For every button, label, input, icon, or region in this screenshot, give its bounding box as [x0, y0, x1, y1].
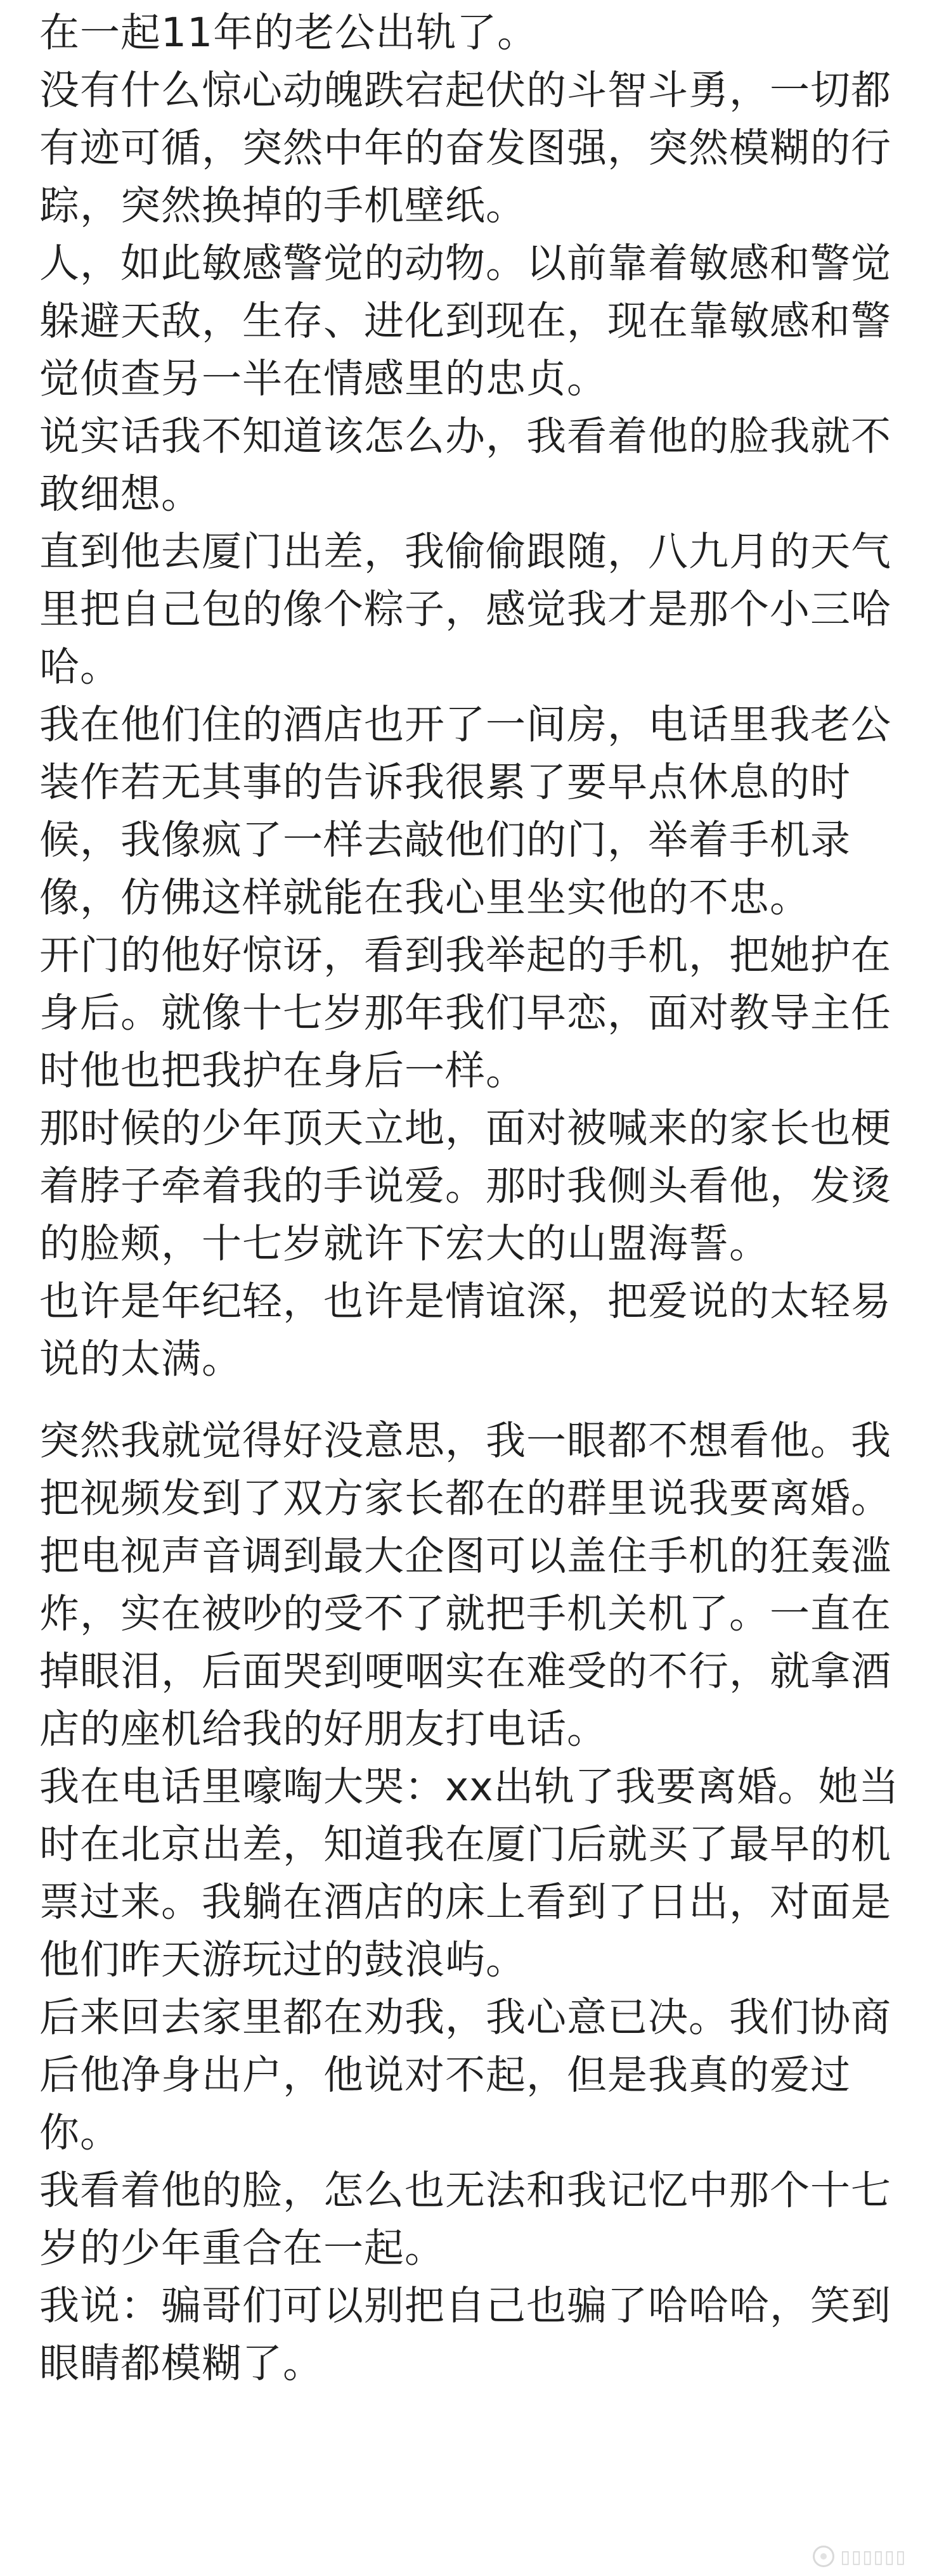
watermark-text: ▯▯▯▯▯▯	[840, 2546, 907, 2567]
paragraph-10: 突然我就觉得好没意思，我一眼都不想看他。我把视频发到了双方家长都在的群里说我要离婚。	[39, 1418, 891, 1522]
paragraph-15: 我说：骗哥们可以别把自己也骗了哈哈哈，笑到眼睛都模糊了。	[39, 2283, 891, 2387]
paragraph-8: 那时候的少年顶天立地，面对被喊来的家长也梗着脖子牵着我的手说爱。那时我侧头看他，发烫的脸颊，十七岁就许下宏大的山盟海誓。	[39, 1105, 891, 1267]
paragraph-7: 开门的他好惊讶，看到我举起的手机，把她护在身后。就像十七岁那年我们早恋，面对教导主任时他也把我护在身后一样。	[39, 932, 891, 1094]
paragraph-11: 把电视声音调到最大企图可以盖住手机的狂轰滥炸，实在被吵的受不了就把手机关机了。一直在掉眼泪，后面哭到哽咽实在难受的不行，就拿酒店的座机给我的好朋友打电话。	[39, 1533, 891, 1752]
paragraph-14: 我看着他的脸，怎么也无法和我记忆中那个十七岁的少年重合在一起。	[39, 2167, 891, 2271]
paragraph-1: 在一起11年的老公出轨了。	[39, 10, 538, 56]
watermark-logo-icon	[813, 2546, 834, 2567]
paragraph-13: 后来回去家里都在劝我，我心意已决。我们协商后他净身出户，他说对不起，但是我真的爱过你。	[39, 1994, 891, 2156]
paragraph-6: 我在他们住的酒店也开了一间房，电话里我老公装作若无其事的告诉我很累了要早点休息的时候，我像疯了一样去敲他们的门，举着手机录像，仿佛这样就能在我心里坐实他的不忠。	[39, 702, 891, 921]
paragraph-12: 我在电话里嚎啕大哭：xx出轨了我要离婚。她当时在北京出差，知道我在厦门后就买了最早的机票过来。我躺在酒店的床上看到了日出，对面是他们昨天游玩过的鼓浪屿。	[39, 1764, 900, 1983]
paragraph-3: 人，如此敏感警觉的动物。以前靠着敏感和警觉躲避天敌，生存、进化到现在，现在靠敏感和警觉侦查另一半在情感里的忠贞。	[39, 240, 891, 402]
paragraph-9: 也许是年纪轻，也许是情谊深，把爱说的太轻易说的太满。	[39, 1278, 891, 1382]
paragraph-2: 没有什么惊心动魄跌宕起伏的斗智斗勇，一切都有迹可循，突然中年的奋发图强，突然模糊的行踪，突然换掉的手机壁纸。	[39, 67, 891, 229]
paragraph-5: 直到他去厦门出差，我偷偷跟随，八九月的天气里把自己包的像个粽子，感觉我才是那个小三哈哈。	[39, 529, 891, 690]
paragraph-4: 说实话我不知道该怎么办，我看着他的脸我就不敢细想。	[39, 413, 891, 517]
watermark	[813, 2546, 907, 2567]
